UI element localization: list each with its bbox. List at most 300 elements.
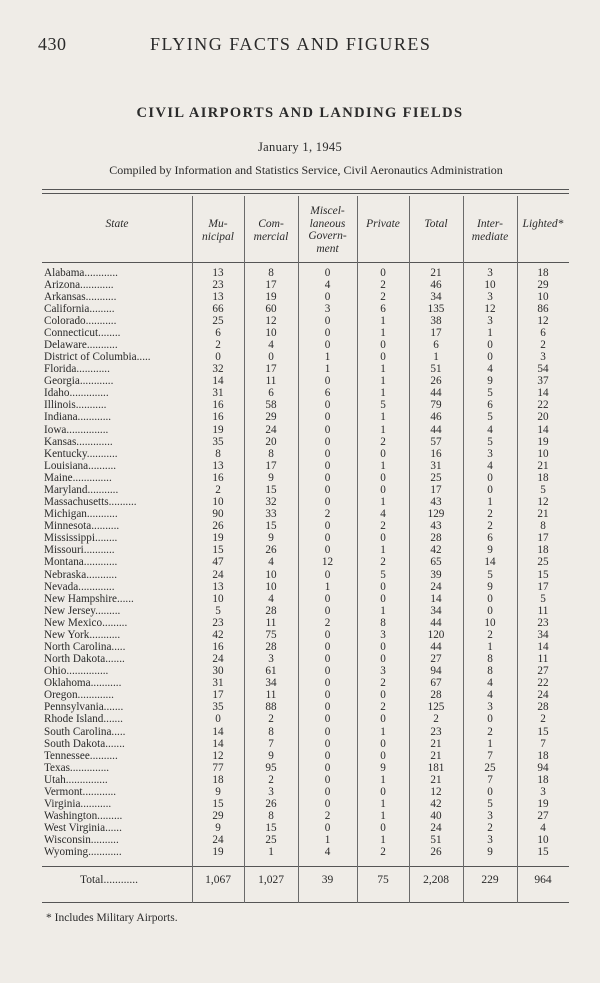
cell-total: 21 <box>430 749 442 762</box>
cell-lighted: 18 <box>537 749 549 762</box>
cell-total: 42 <box>430 544 442 557</box>
cell-total: 21 <box>430 266 442 279</box>
cell-municipal: 29 <box>212 810 224 823</box>
cell-commercial: 9 <box>268 471 274 484</box>
cell-commercial: 10 <box>265 580 277 593</box>
table-bottom-rule <box>42 902 569 903</box>
cell-commercial: 26 <box>265 798 277 811</box>
cell-total: 14 <box>430 592 442 605</box>
cell-total: 34 <box>430 604 442 617</box>
column-header-lighted: Lighted* <box>522 218 564 230</box>
cell-lighted: 23 <box>537 616 549 629</box>
cell-misc: 0 <box>324 532 331 545</box>
state-name: Minnesota.......... <box>44 520 120 533</box>
cell-total: 25 <box>430 471 442 484</box>
cell-municipal: 31 <box>212 387 224 400</box>
cell-misc: 0 <box>324 737 331 750</box>
cell-total: 79 <box>430 399 442 412</box>
state-name: New Mexico......... <box>44 616 128 629</box>
cell-private: 0 <box>380 653 386 666</box>
cell-misc: 0 <box>324 749 331 762</box>
column-header-private: Private <box>366 218 400 230</box>
state-name: District of Columbia..... <box>44 351 151 364</box>
state-name: Oregon............. <box>44 689 114 702</box>
cell-intermediate: 4 <box>487 677 493 690</box>
cell-private: 0 <box>380 447 386 460</box>
cell-total: 44 <box>430 616 442 629</box>
state-name: Kansas............. <box>44 435 113 448</box>
cell-misc: 0 <box>324 798 331 811</box>
cell-commercial: 0 <box>268 351 274 364</box>
cell-municipal: 31 <box>212 677 224 690</box>
cell-intermediate: 5 <box>487 798 493 811</box>
cell-private: 0 <box>380 580 386 593</box>
cell-private: 2 <box>380 435 386 448</box>
cell-municipal: 2 <box>215 338 221 351</box>
cell-lighted: 5 <box>540 483 546 496</box>
column-header-misc: ment <box>316 242 339 255</box>
cell-lighted: 7 <box>540 737 546 750</box>
cell-municipal: 18 <box>212 773 224 786</box>
cell-lighted: 15 <box>537 568 549 581</box>
cell-lighted: 19 <box>537 435 549 448</box>
cell-municipal: 13 <box>212 290 224 303</box>
cell-total: 26 <box>430 375 442 388</box>
state-name: Arkansas........... <box>44 290 117 303</box>
state-name: Utah............... <box>44 773 108 786</box>
cell-lighted: 15 <box>537 725 549 738</box>
cell-commercial: 15 <box>265 520 277 533</box>
cell-total: 1 <box>433 351 439 364</box>
cell-total: 26 <box>430 846 442 859</box>
cell-private: 2 <box>380 290 386 303</box>
totals-top-rule <box>42 866 569 867</box>
cell-intermediate: 0 <box>487 785 493 798</box>
cell-lighted: 3 <box>540 351 546 364</box>
cell-total: 17 <box>430 326 442 339</box>
cell-total: 12 <box>430 785 442 798</box>
cell-misc: 0 <box>324 447 331 460</box>
cell-lighted: 11 <box>537 604 549 617</box>
cell-misc: 0 <box>324 604 331 617</box>
cell-intermediate: 12 <box>484 302 496 315</box>
cell-municipal: 35 <box>212 435 224 448</box>
cell-misc: 0 <box>324 822 331 835</box>
cell-private: 1 <box>380 725 386 738</box>
cell-commercial: 88 <box>265 701 277 714</box>
cell-municipal: 19 <box>212 423 224 436</box>
cell-total: 21 <box>430 737 442 750</box>
cell-total: 135 <box>427 302 445 315</box>
cell-private: 8 <box>380 616 386 629</box>
cell-intermediate: 1 <box>487 496 493 509</box>
cell-municipal: 6 <box>215 326 221 339</box>
cell-intermediate: 5 <box>487 387 493 400</box>
cell-municipal: 47 <box>212 556 224 569</box>
cell-lighted: 18 <box>537 471 549 484</box>
state-name: Connecticut........ <box>44 326 121 339</box>
column-header-commercial: mercial <box>253 230 289 243</box>
cell-municipal: 24 <box>212 653 224 666</box>
cell-intermediate: 2 <box>487 822 493 835</box>
cell-lighted: 86 <box>537 302 549 315</box>
cell-municipal: 8 <box>215 447 221 460</box>
cell-misc: 0 <box>324 375 331 388</box>
cell-lighted: 15 <box>537 846 549 859</box>
cell-misc: 0 <box>324 435 331 448</box>
state-name: Tennessee.......... <box>44 749 118 762</box>
cell-misc: 1 <box>324 351 331 364</box>
table-title: CIVIL AIRPORTS AND LANDING FIELDS <box>136 105 464 121</box>
cell-misc: 0 <box>324 761 331 774</box>
state-name: Maine.............. <box>44 471 112 484</box>
cell-private: 0 <box>380 351 386 364</box>
cell-misc: 2 <box>324 616 331 629</box>
cell-lighted: 29 <box>537 278 549 291</box>
cell-commercial: 6 <box>268 387 274 400</box>
state-name: Indiana............ <box>44 411 112 424</box>
cell-commercial: 20 <box>265 435 277 448</box>
cell-misc: 2 <box>324 810 331 823</box>
state-name: Washington......... <box>44 810 123 823</box>
cell-total: 51 <box>430 834 442 847</box>
cell-intermediate: 9 <box>487 846 493 859</box>
cell-commercial: 8 <box>268 810 274 823</box>
cell-private: 1 <box>380 810 386 823</box>
cell-misc: 0 <box>324 725 331 738</box>
cell-commercial: 4 <box>268 592 274 605</box>
cell-misc: 0 <box>324 496 331 509</box>
cell-lighted: 11 <box>537 653 549 666</box>
cell-commercial: 29 <box>265 411 277 424</box>
cell-commercial: 15 <box>265 483 277 496</box>
cell-intermediate: 4 <box>487 459 493 472</box>
cell-intermediate: 3 <box>487 314 493 327</box>
cell-private: 2 <box>380 556 386 569</box>
cell-private: 1 <box>380 604 386 617</box>
table-top-rule-2 <box>42 193 569 194</box>
cell-misc: 6 <box>324 387 331 400</box>
cell-private: 0 <box>380 483 386 496</box>
state-name: North Carolina..... <box>44 640 126 653</box>
cell-lighted: 12 <box>537 496 549 509</box>
cell-total: 44 <box>430 387 442 400</box>
cell-misc: 0 <box>324 471 331 484</box>
cell-municipal: 19 <box>212 532 224 545</box>
cell-total: 39 <box>430 568 442 581</box>
cell-private: 0 <box>380 338 386 351</box>
cell-lighted: 5 <box>540 592 546 605</box>
cell-lighted: 4 <box>540 822 546 835</box>
cell-private: 2 <box>380 677 386 690</box>
cell-intermediate: 9 <box>487 580 493 593</box>
column-header-total: Total <box>424 218 448 230</box>
cell-total: 28 <box>430 532 442 545</box>
cell-intermediate: 10 <box>484 616 496 629</box>
cell-commercial: 3 <box>268 785 274 798</box>
cell-commercial: 28 <box>265 604 277 617</box>
cell-total: 51 <box>430 363 442 376</box>
cell-misc: 0 <box>324 338 331 351</box>
cell-intermediate: 9 <box>487 544 493 557</box>
cell-misc: 2 <box>324 508 331 521</box>
cell-private: 1 <box>380 496 386 509</box>
cell-intermediate: 8 <box>487 665 493 678</box>
cell-intermediate: 5 <box>487 411 493 424</box>
cell-misc: 0 <box>324 520 331 533</box>
column-header-municipal: nicipal <box>202 230 234 243</box>
cell-lighted: 2 <box>540 338 546 351</box>
cell-commercial: 24 <box>265 423 277 436</box>
cell-intermediate: 6 <box>487 532 493 545</box>
cell-commercial: 12 <box>265 314 277 327</box>
cell-commercial: 11 <box>265 689 277 702</box>
cell-misc: 0 <box>324 290 331 303</box>
cell-municipal: 9 <box>215 785 221 798</box>
cell-total: 129 <box>427 508 445 521</box>
cell-lighted: 54 <box>537 363 549 376</box>
cell-municipal: 16 <box>212 471 224 484</box>
cell-misc: 0 <box>324 713 331 726</box>
cell-municipal: 19 <box>212 846 224 859</box>
cell-lighted: 27 <box>537 665 549 678</box>
cell-municipal: 77 <box>212 761 224 774</box>
cell-lighted: 19 <box>537 798 549 811</box>
cell-municipal: 17 <box>212 689 224 702</box>
cell-private: 3 <box>380 628 386 641</box>
cell-total: 94 <box>430 665 442 678</box>
cell-misc: 0 <box>324 459 331 472</box>
cell-private: 1 <box>380 459 386 472</box>
cell-municipal: 24 <box>212 834 224 847</box>
state-name: Illinois........... <box>44 399 107 412</box>
state-name: Massachusetts.......... <box>44 496 137 509</box>
cell-intermediate: 4 <box>487 689 493 702</box>
total-municipal: 1,067 <box>205 874 231 886</box>
cell-commercial: 33 <box>265 508 277 521</box>
cell-lighted: 2 <box>540 713 546 726</box>
cell-commercial: 3 <box>268 653 274 666</box>
column-header-state: State <box>105 218 129 230</box>
cell-private: 2 <box>380 846 386 859</box>
cell-municipal: 12 <box>212 749 224 762</box>
cell-municipal: 16 <box>212 411 224 424</box>
state-name: Missouri........... <box>44 544 115 557</box>
state-name: Michigan........... <box>44 508 118 521</box>
cell-misc: 3 <box>324 302 331 315</box>
cell-municipal: 90 <box>212 508 224 521</box>
cell-commercial: 34 <box>265 677 277 690</box>
cell-lighted: 10 <box>537 290 549 303</box>
cell-private: 0 <box>380 266 386 279</box>
cell-lighted: 18 <box>537 544 549 557</box>
cell-municipal: 26 <box>212 520 224 533</box>
cell-intermediate: 7 <box>487 749 493 762</box>
cell-total: 40 <box>430 810 442 823</box>
cell-lighted: 24 <box>537 689 549 702</box>
cell-lighted: 94 <box>537 761 549 774</box>
cell-lighted: 17 <box>537 532 549 545</box>
cell-misc: 1 <box>324 834 331 847</box>
cell-private: 1 <box>380 387 386 400</box>
page-number: 430 <box>38 34 67 54</box>
state-name: Nebraska........... <box>44 568 118 581</box>
cell-private: 1 <box>380 798 386 811</box>
cell-intermediate: 3 <box>487 834 493 847</box>
cell-intermediate: 25 <box>484 761 496 774</box>
cell-intermediate: 0 <box>487 604 493 617</box>
cell-municipal: 42 <box>212 628 224 641</box>
state-name: New York........... <box>44 628 121 641</box>
state-name: Louisiana.......... <box>44 459 117 472</box>
state-name: New Hampshire...... <box>44 592 134 605</box>
cell-misc: 0 <box>324 326 331 339</box>
cell-lighted: 18 <box>537 773 549 786</box>
cell-private: 2 <box>380 278 386 291</box>
cell-private: 1 <box>380 314 386 327</box>
cell-private: 1 <box>380 375 386 388</box>
cell-private: 0 <box>380 822 386 835</box>
total-lighted: 964 <box>534 874 552 886</box>
cell-intermediate: 3 <box>487 290 493 303</box>
cell-lighted: 14 <box>537 387 549 400</box>
cell-commercial: 60 <box>265 302 277 315</box>
cell-municipal: 10 <box>212 496 224 509</box>
column-header-intermediate: mediate <box>471 230 509 243</box>
cell-municipal: 23 <box>212 278 224 291</box>
cell-municipal: 25 <box>212 314 224 327</box>
cell-commercial: 9 <box>268 532 274 545</box>
cell-municipal: 14 <box>212 375 224 388</box>
cell-intermediate: 2 <box>487 628 493 641</box>
cell-lighted: 25 <box>537 556 549 569</box>
cell-total: 24 <box>430 822 442 835</box>
cell-misc: 0 <box>324 411 331 424</box>
cell-total: 23 <box>430 725 442 738</box>
cell-total: 34 <box>430 290 442 303</box>
cell-municipal: 14 <box>212 737 224 750</box>
cell-commercial: 17 <box>265 459 277 472</box>
cell-private: 0 <box>380 689 386 702</box>
cell-private: 0 <box>380 785 386 798</box>
total-commercial: 1,027 <box>258 874 284 886</box>
cell-private: 1 <box>380 411 386 424</box>
cell-total: 2 <box>433 713 439 726</box>
cell-misc: 0 <box>324 653 331 666</box>
cell-municipal: 10 <box>212 592 224 605</box>
column-header-commercial: Com- <box>258 218 284 230</box>
cell-lighted: 21 <box>537 508 549 521</box>
cell-lighted: 3 <box>540 785 546 798</box>
cell-commercial: 8 <box>268 266 274 279</box>
cell-commercial: 95 <box>265 761 277 774</box>
cell-misc: 0 <box>324 677 331 690</box>
state-name: West Virginia...... <box>44 822 122 835</box>
cell-municipal: 16 <box>212 399 224 412</box>
table-top-rule <box>42 189 569 190</box>
state-name: Alabama............ <box>44 266 118 279</box>
cell-commercial: 8 <box>268 447 274 460</box>
cell-commercial: 17 <box>265 363 277 376</box>
cell-intermediate: 6 <box>487 399 493 412</box>
cell-commercial: 2 <box>268 773 274 786</box>
state-name: Ohio............... <box>44 665 109 678</box>
cell-lighted: 22 <box>537 677 549 690</box>
cell-total: 24 <box>430 580 442 593</box>
cell-commercial: 58 <box>265 399 277 412</box>
cell-total: 28 <box>430 689 442 702</box>
cell-intermediate: 2 <box>487 725 493 738</box>
cell-commercial: 10 <box>265 326 277 339</box>
cell-municipal: 13 <box>212 459 224 472</box>
cell-private: 1 <box>380 544 386 557</box>
cell-lighted: 21 <box>537 459 549 472</box>
cell-commercial: 11 <box>265 375 277 388</box>
cell-total: 16 <box>430 447 442 460</box>
cell-misc: 0 <box>324 701 331 714</box>
cell-misc: 0 <box>324 399 331 412</box>
cell-total: 31 <box>430 459 442 472</box>
cell-misc: 0 <box>324 640 331 653</box>
state-name: Idaho.............. <box>44 387 109 400</box>
cell-municipal: 35 <box>212 701 224 714</box>
cell-lighted: 10 <box>537 834 549 847</box>
cell-intermediate: 3 <box>487 447 493 460</box>
cell-total: 43 <box>430 520 442 533</box>
cell-commercial: 10 <box>265 568 277 581</box>
cell-private: 3 <box>380 665 386 678</box>
cell-intermediate: 1 <box>487 640 493 653</box>
column-header-misc: Govern- <box>308 230 347 242</box>
cell-misc: 0 <box>324 266 331 279</box>
cell-misc: 0 <box>324 689 331 702</box>
cell-intermediate: 1 <box>487 326 493 339</box>
cell-private: 1 <box>380 326 386 339</box>
cell-intermediate: 0 <box>487 713 493 726</box>
cell-misc: 0 <box>324 628 331 641</box>
cell-intermediate: 1 <box>487 737 493 750</box>
cell-private: 0 <box>380 713 386 726</box>
cell-misc: 0 <box>324 665 331 678</box>
cell-intermediate: 0 <box>487 592 493 605</box>
cell-commercial: 11 <box>265 616 277 629</box>
state-name: Wyoming............ <box>44 846 122 859</box>
cell-commercial: 8 <box>268 725 274 738</box>
column-header-misc: laneous <box>309 217 346 230</box>
cell-municipal: 66 <box>212 302 224 315</box>
cell-total: 38 <box>430 314 442 327</box>
cell-intermediate: 2 <box>487 520 493 533</box>
cell-total: 120 <box>427 628 445 641</box>
cell-private: 1 <box>380 423 386 436</box>
cell-municipal: 16 <box>212 640 224 653</box>
state-name: Virginia........... <box>44 798 112 811</box>
cell-lighted: 27 <box>537 810 549 823</box>
cell-private: 0 <box>380 592 386 605</box>
running-head: FLYING FACTS AND FIGURES <box>150 34 432 54</box>
state-name: South Dakota....... <box>44 737 125 750</box>
state-name: Texas.............. <box>44 761 110 774</box>
cell-commercial: 9 <box>268 749 274 762</box>
state-name: Florida............ <box>44 363 110 376</box>
cell-commercial: 15 <box>265 822 277 835</box>
cell-commercial: 25 <box>265 834 277 847</box>
cell-misc: 1 <box>324 580 331 593</box>
cell-misc: 4 <box>324 846 331 859</box>
cell-lighted: 17 <box>537 580 549 593</box>
cell-total: 42 <box>430 798 442 811</box>
cell-total: 6 <box>433 338 439 351</box>
